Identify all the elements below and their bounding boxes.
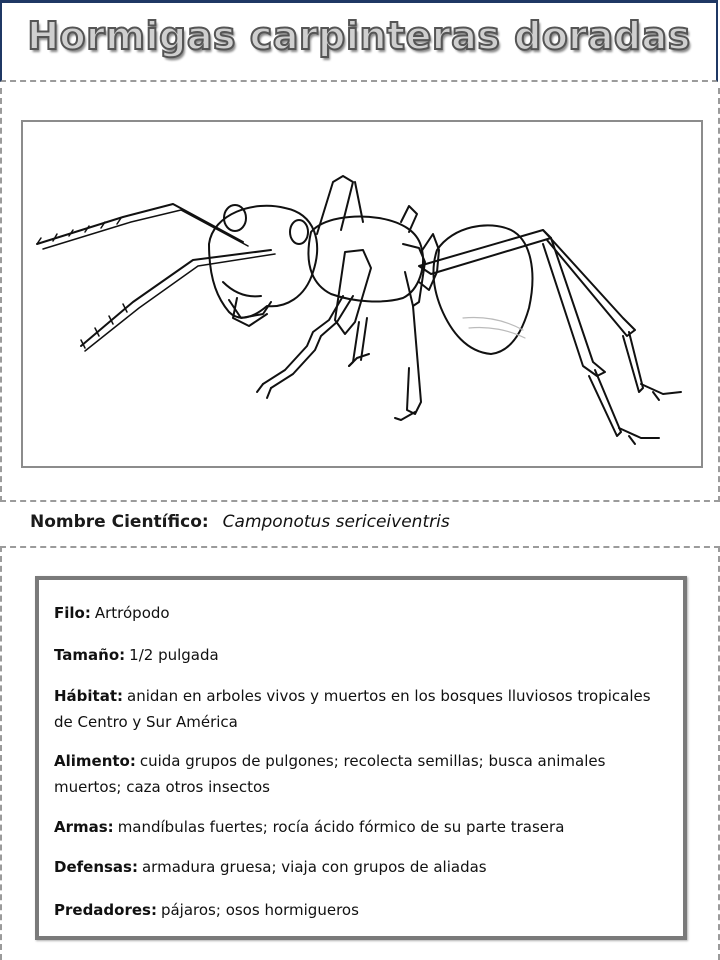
fact-weapons [54,814,654,840]
fact-label: Defensas: [54,858,138,876]
illustration-frame [21,120,703,468]
fact-label: Filo: [54,604,91,622]
fact-label: Alimento: [54,752,136,770]
fact-value: Artrópodo [94,604,170,622]
illustration-section [0,88,720,502]
fact-habitat [54,683,654,735]
fact-food [54,748,654,800]
scientific-name-line [30,512,450,532]
page-title: Hormigas carpinteras doradas [27,14,691,58]
facts-box [35,576,687,940]
fact-phylum [54,600,654,626]
fact-value: armadura gruesa; viaja con grupos de aliadas [141,858,487,876]
ant-illustration [23,122,701,466]
fact-size [54,642,654,668]
fact-defenses [54,854,654,880]
scientific-name-label: Nombre Científico: [30,512,209,532]
fact-value: cuida grupos de pulgones; recolecta semillas; busca animales muertos; caza otros insectos [54,752,606,796]
top-rule [2,0,716,3]
info-section [0,546,720,960]
fact-value: mandíbulas fuertes; rocía ácido fórmico de su parte trasera [117,818,565,836]
scientific-name-value: Camponotus sericeiventris [222,512,450,532]
fact-predators [54,897,654,923]
fact-label: Armas: [54,818,114,836]
fact-value: anidan en arboles vivos y muertos en los bosques lluviosos tropicales de Centro y Sur América [54,687,651,731]
fact-label: Tamaño: [54,646,126,664]
fact-label: Hábitat: [54,687,124,705]
fact-value: pájaros; osos hormigueros [160,901,359,919]
fact-label: Predadores: [54,901,157,919]
fact-value: 1/2 pulgada [129,646,219,664]
title-band [0,0,718,82]
